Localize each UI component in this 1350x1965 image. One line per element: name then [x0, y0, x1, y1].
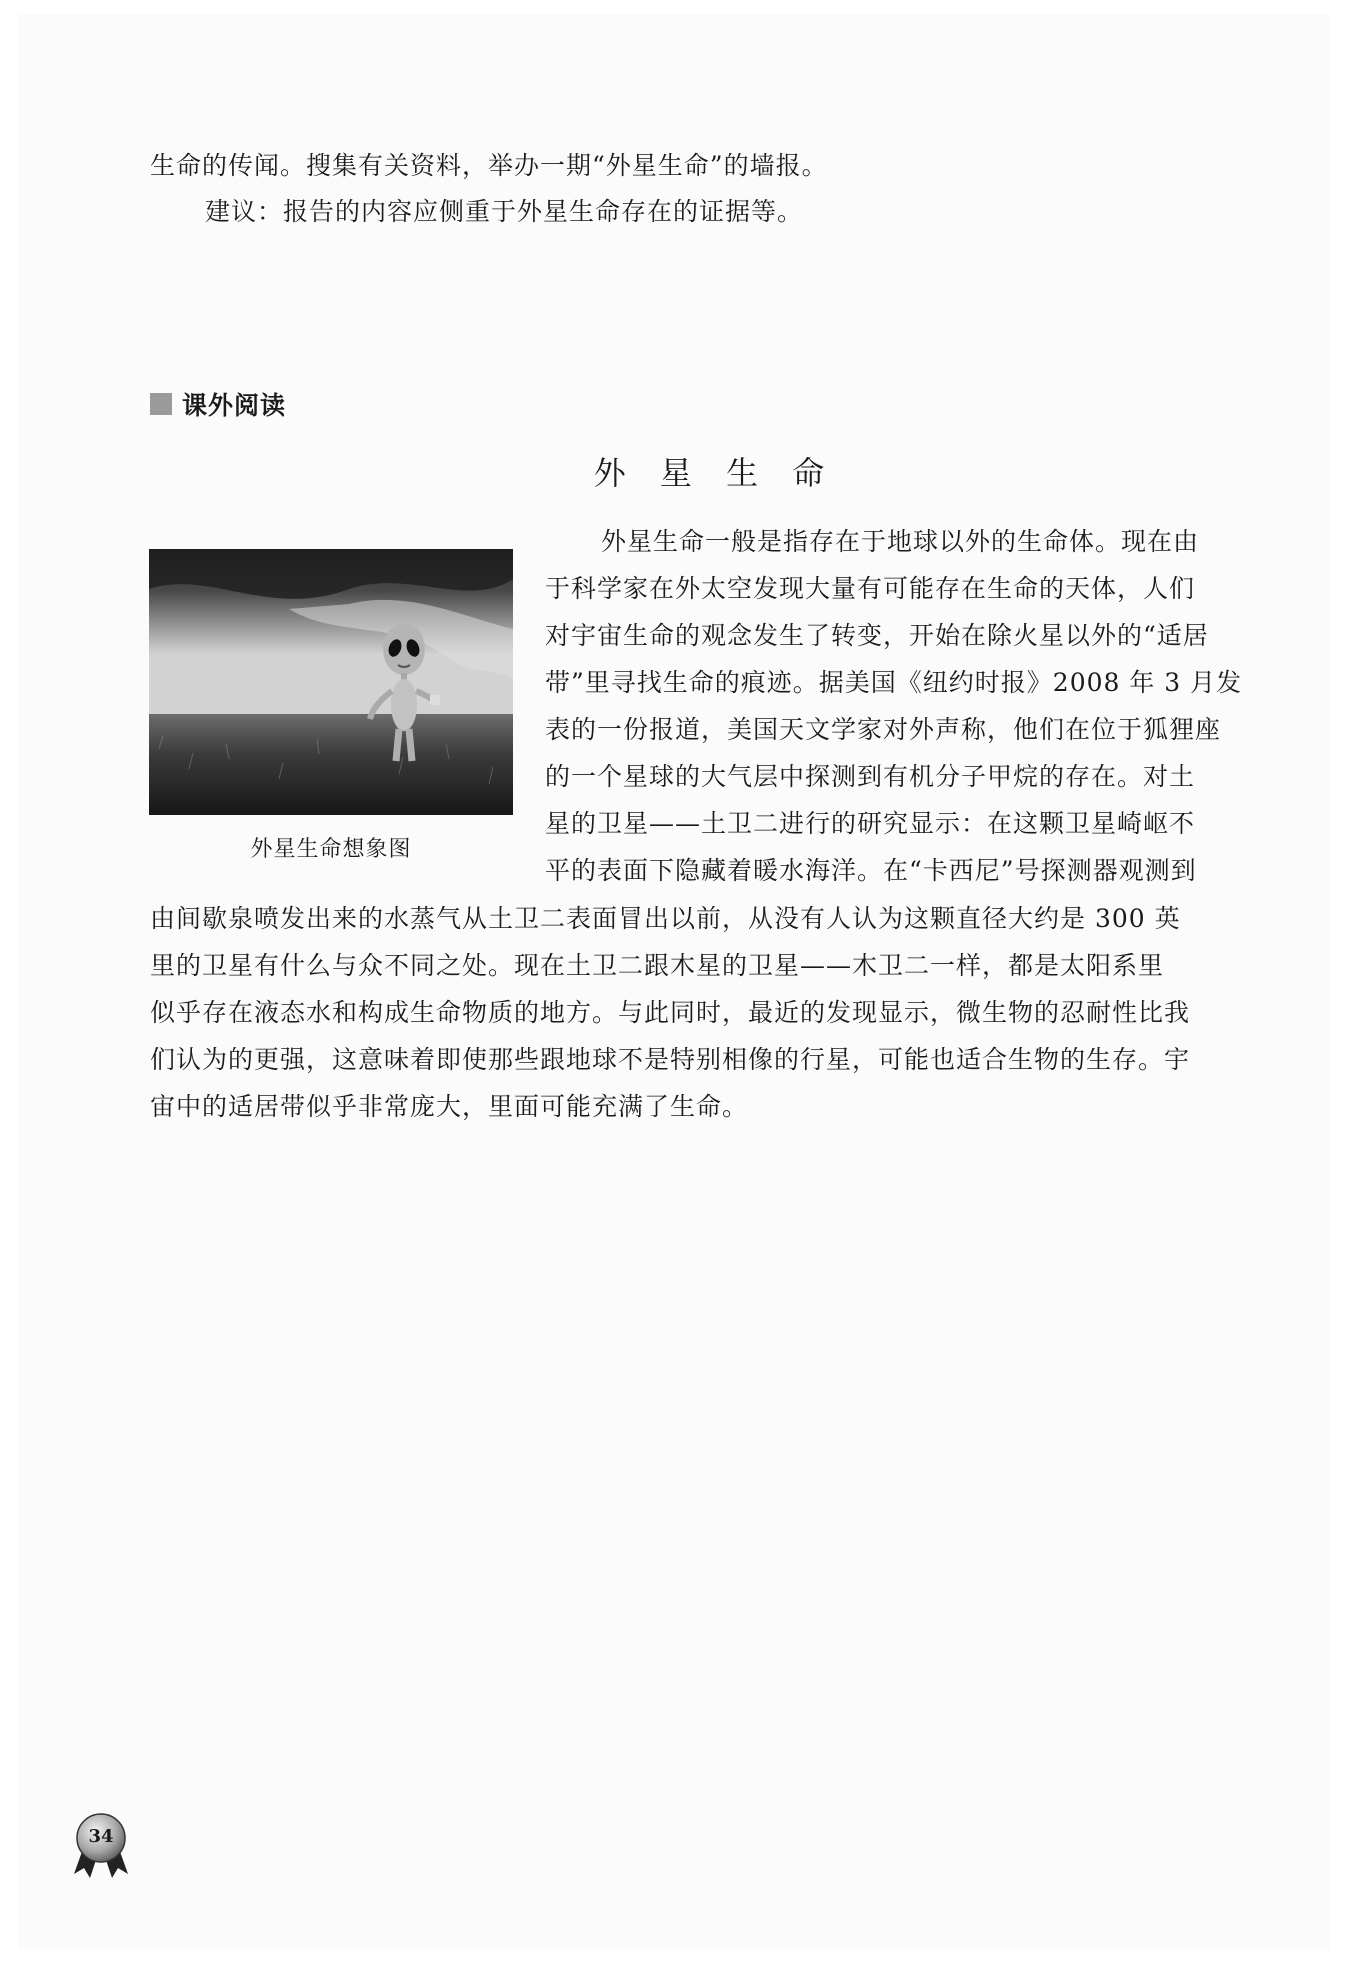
article-line-2: 于科学家在外太空发现大量有可能存在生命的天体，人们 — [545, 574, 1196, 603]
intro-line-1: 生命的传闻。搜集有关资料，举办一期“外星生命”的墙报。 — [150, 151, 828, 180]
article-line-4: 带”里寻找生命的痕迹。据美国《纽约时报》2008 年 3 月发 — [545, 668, 1243, 697]
figure-caption: 外星生命想象图 — [250, 837, 412, 862]
article-line-12: 们认为的更强，这意味着即使那些跟地球不是特别相像的行星，可能也适合生物的生存。宇 — [150, 1045, 1191, 1074]
article-line-5: 表的一份报道，美国天文学家对外声称，他们在位于狐狸座 — [545, 715, 1222, 744]
section-label: 课外阅读 — [182, 391, 287, 420]
article-line-13: 宙中的适居带似乎非常庞大，里面可能充满了生命。 — [150, 1092, 749, 1121]
article-line-8: 平的表面下隐藏着暖水海洋。在“卡西尼”号探测器观测到 — [545, 856, 1197, 885]
section-marker-icon — [150, 393, 172, 415]
article-line-1: 外星生命一般是指存在于地球以外的生命体。现在由 — [601, 527, 1200, 556]
article-line-7: 星的卫星——土卫二进行的研究显示：在这颗卫星崎岖不 — [545, 809, 1196, 838]
article-line-3: 对宇宙生命的观念发生了转变，开始在除火星以外的“适居 — [545, 621, 1209, 650]
page-number-badge — [70, 1812, 132, 1882]
page-number: 34 — [88, 1826, 114, 1847]
article-line-6: 的一个星球的大气层中探测到有机分子甲烷的存在。对土 — [545, 762, 1196, 791]
article-line-11: 似乎存在液态水和构成生命物质的地方。与此同时，最近的发现显示，微生物的忍耐性比我 — [150, 998, 1191, 1027]
article-line-9: 由间歇泉喷发出来的水蒸气从土卫二表面冒出以前，从没有人认为这颗直径大约是 300 英 — [150, 904, 1181, 933]
section-header — [150, 388, 286, 420]
article-title: 外 星 生 命 — [593, 454, 837, 492]
intro-line-2: 建议：报告的内容应侧重于外星生命存在的证据等。 — [205, 197, 804, 226]
alien-illustration — [149, 549, 513, 815]
ribbon-medal-icon — [70, 1812, 132, 1882]
article-line-10: 里的卫星有什么与众不同之处。现在土卫二跟木星的卫星——木卫二一样，都是太阳系里 — [150, 951, 1165, 980]
